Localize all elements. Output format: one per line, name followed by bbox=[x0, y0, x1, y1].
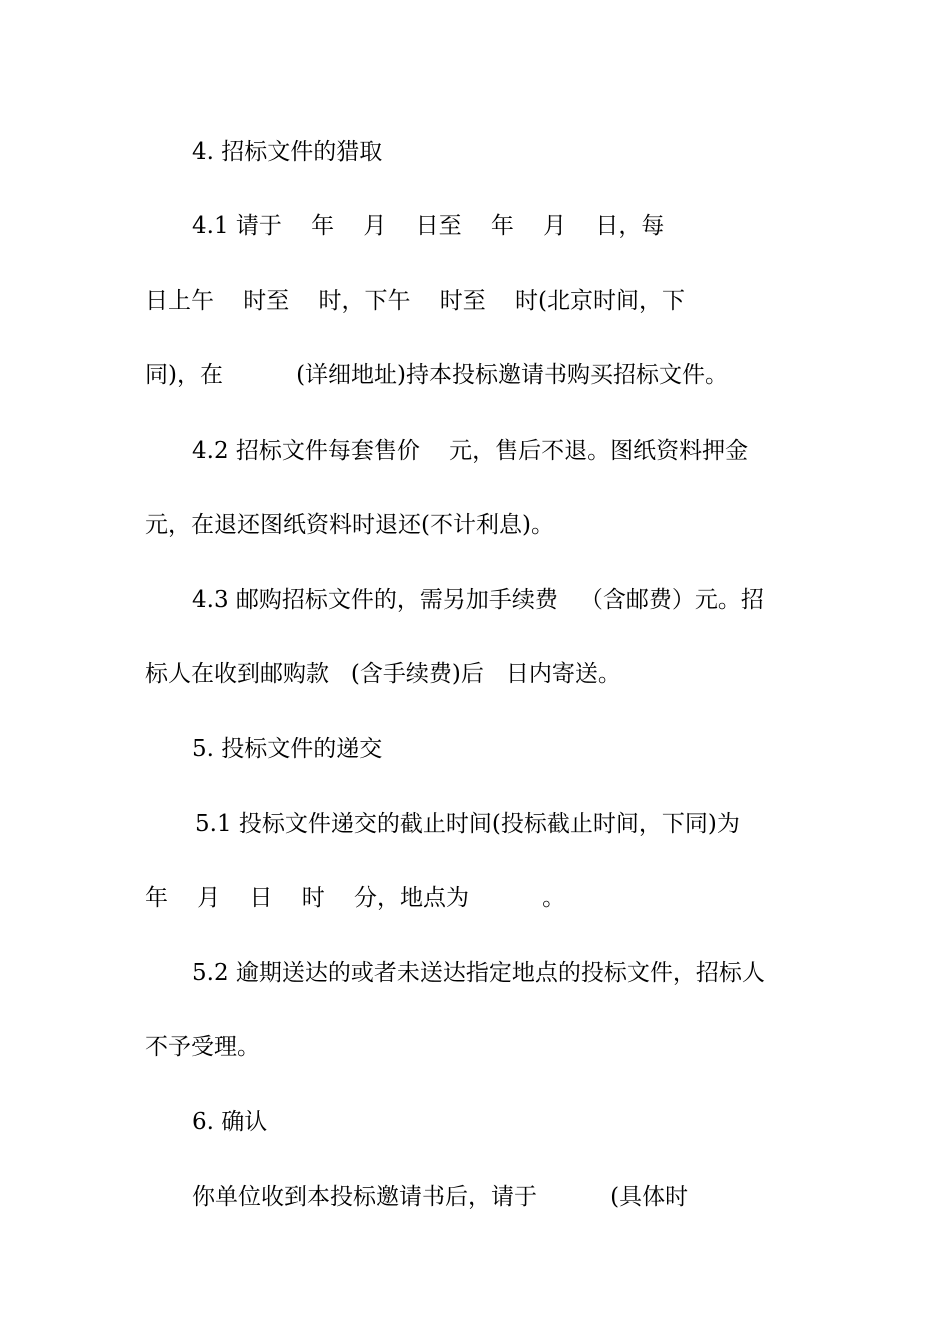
paragraph-5-1-line-2: 年 月 日 时 分，地点为 。 bbox=[145, 885, 566, 911]
paragraph-4-2-line-2: 元，在退还图纸资料时退还(不计利息)。 bbox=[145, 512, 554, 538]
paragraph-5-1-line-1: 5.1 投标文件递交的截止时间(投标截止时间，下同)为 bbox=[195, 811, 740, 837]
section-heading-5: 5. 投标文件的递交 bbox=[192, 736, 383, 762]
paragraph-4-2-line-1: 4.2 招标文件每套售价 元，售后不退。图纸资料押金 bbox=[192, 438, 749, 464]
paragraph-5-2-line-2: 不予受理。 bbox=[145, 1034, 260, 1060]
paragraph-4-1-line-3: 同)，在 (详细地址)持本投标邀请书购买招标文件。 bbox=[145, 362, 729, 388]
section-heading-4: 4. 招标文件的猎取 bbox=[192, 139, 383, 165]
paragraph-4-3-line-1: 4.3 邮购招标文件的，需另加手续费 （含邮费）元。招 bbox=[192, 587, 764, 613]
paragraph-4-1-line-2: 日上午 时至 时，下午 时至 时(北京时间，下 bbox=[145, 288, 685, 314]
section-heading-6: 6. 确认 bbox=[192, 1109, 268, 1135]
paragraph-6-line-1: 你单位收到本投标邀请书后，请于 (具体时 bbox=[192, 1184, 689, 1210]
paragraph-5-2-line-1: 5.2 逾期送达的或者未送达指定地点的投标文件，招标人 bbox=[192, 960, 765, 986]
paragraph-4-1-line-1: 4.1 请于 年 月 日至 年 月 日，每 bbox=[192, 213, 665, 239]
paragraph-4-3-line-2: 标人在收到邮购款 (含手续费)后 日内寄送。 bbox=[145, 661, 621, 687]
